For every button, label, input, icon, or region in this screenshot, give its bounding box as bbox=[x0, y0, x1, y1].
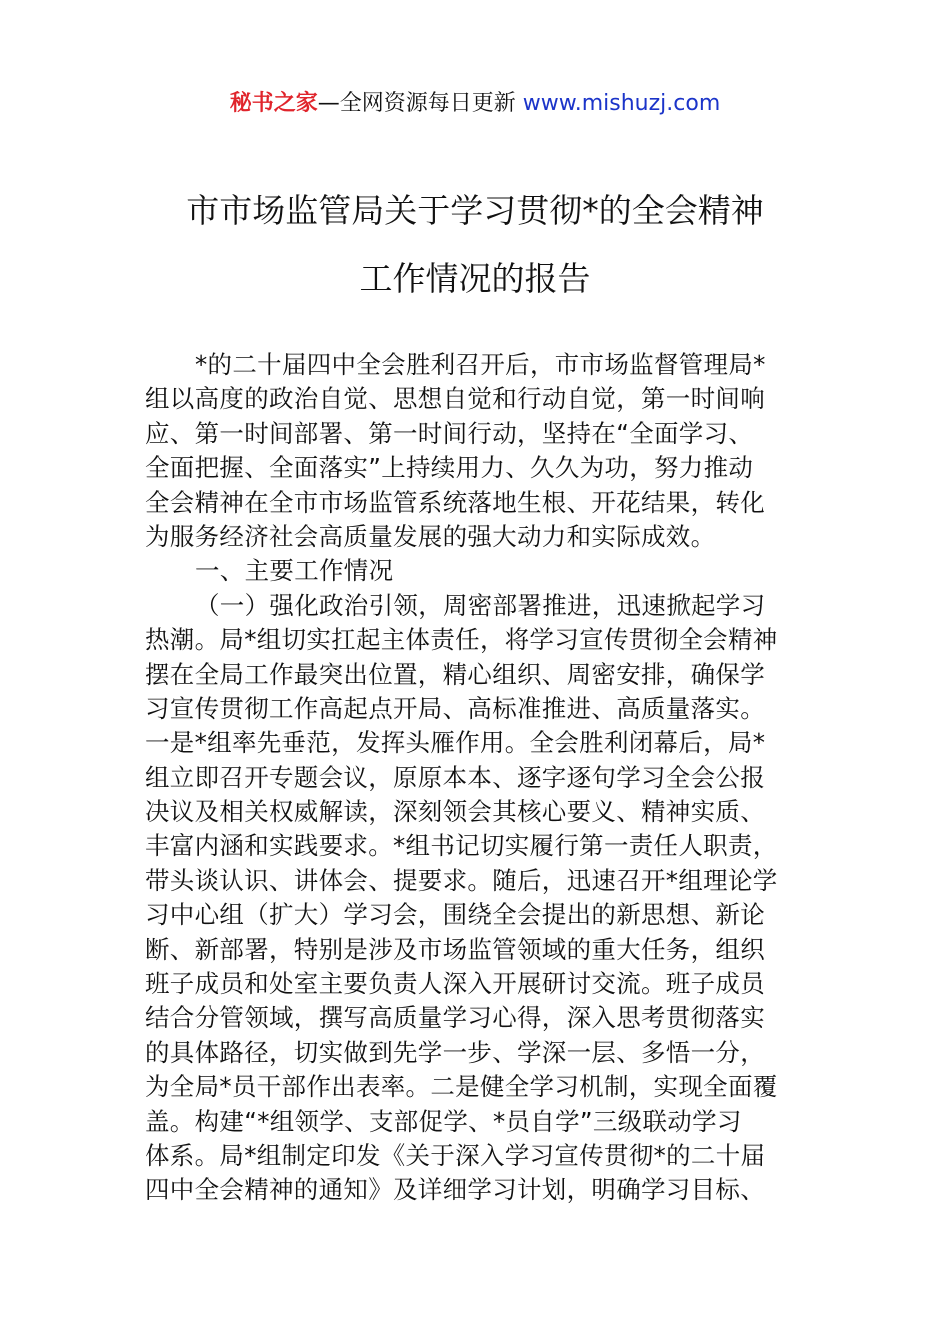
body-line: 一是*组率先垂范，发挥头雁作用。全会胜利闭幕后，局* bbox=[145, 728, 766, 758]
body-line: 班子成员和处室主要负责人深入开展研讨交流。班子成员 bbox=[145, 969, 765, 999]
body-line: 丰富内涵和实践要求。*组书记切实履行第一责任人职责， bbox=[145, 831, 778, 861]
body-line: 的具体路径，切实做到先学一步、学深一层、多悟一分， bbox=[145, 1037, 765, 1067]
body-line: 摆在全局工作最突出位置，精心组织、周密安排，确保学 bbox=[145, 659, 765, 689]
document-title-line-2: 工作情况的报告 bbox=[359, 259, 591, 298]
body-line: 组以高度的政治自觉、思想自觉和行动自觉，第一时间响 bbox=[145, 384, 765, 414]
body-line: 热潮。局*组切实扛起主体责任，将学习宣传贯彻全会精神 bbox=[145, 625, 778, 655]
document-body bbox=[145, 348, 810, 1208]
body-line: 决议及相关权威解读，深刻领会其核心要义、精神实质、 bbox=[145, 797, 765, 827]
body-line: *的二十届四中全会胜利召开后，市市场监督管理局* bbox=[195, 350, 766, 379]
brand-name: 秘书之家 bbox=[229, 91, 318, 116]
body-line: 为服务经济社会高质量发展的强大动力和实际成效。 bbox=[145, 521, 716, 551]
body-line: 习宣传贯彻工作高起点开局、高标准推进、高质量落实。 bbox=[145, 693, 765, 723]
body-line: （一）强化政治引领，周密部署推进，迅速掀起学习 bbox=[195, 590, 766, 620]
body-line: 体系。局*组制定印发《关于深入学习宣传贯彻*的二十届 bbox=[145, 1140, 766, 1170]
body-line: 四中全会精神的通知》及详细学习计划，明确学习目标、 bbox=[145, 1175, 765, 1205]
site-header bbox=[0, 86, 950, 122]
body-line: 习中心组（扩大）学习会，围绕全会提出的新思想、新论 bbox=[145, 900, 765, 930]
header-tagline: —全网资源每日更新 bbox=[317, 91, 523, 116]
body-line: 结合分管领域，撰写高质量学习心得，深入思考贯彻落实 bbox=[145, 1003, 765, 1033]
section-heading: 一、主要工作情况 bbox=[195, 556, 394, 586]
body-line: 带头谈认识、讲体会、提要求。随后，迅速召开*组理论学 bbox=[145, 865, 778, 895]
body-line: 为全局*员干部作出表率。二是健全学习机制，实现全面覆 bbox=[145, 1072, 778, 1102]
body-line: 应、第一时间部署、第一时间行动，坚持在“全面学习、 bbox=[145, 418, 754, 448]
body-line: 全面把握、全面落实”上持续用力、久久为功，努力推动 bbox=[145, 453, 754, 483]
body-line: 组立即召开专题会议，原原本本、逐字逐句学习全会公报 bbox=[145, 762, 765, 792]
body-line: 盖。构建“*组领学、支部促学、*员自学”三级联动学习 bbox=[145, 1106, 742, 1136]
document-title-line-1: 市市场监管局关于学习贯彻*的全会精神 bbox=[186, 191, 764, 230]
body-line: 全会精神在全市市场监管系统落地生根、开花结果，转化 bbox=[145, 487, 765, 517]
body-line: 断、新部署，特别是涉及市场监管领域的重大任务，组织 bbox=[145, 934, 765, 964]
site-url-link[interactable]: www.mishuzj.com bbox=[522, 91, 721, 116]
